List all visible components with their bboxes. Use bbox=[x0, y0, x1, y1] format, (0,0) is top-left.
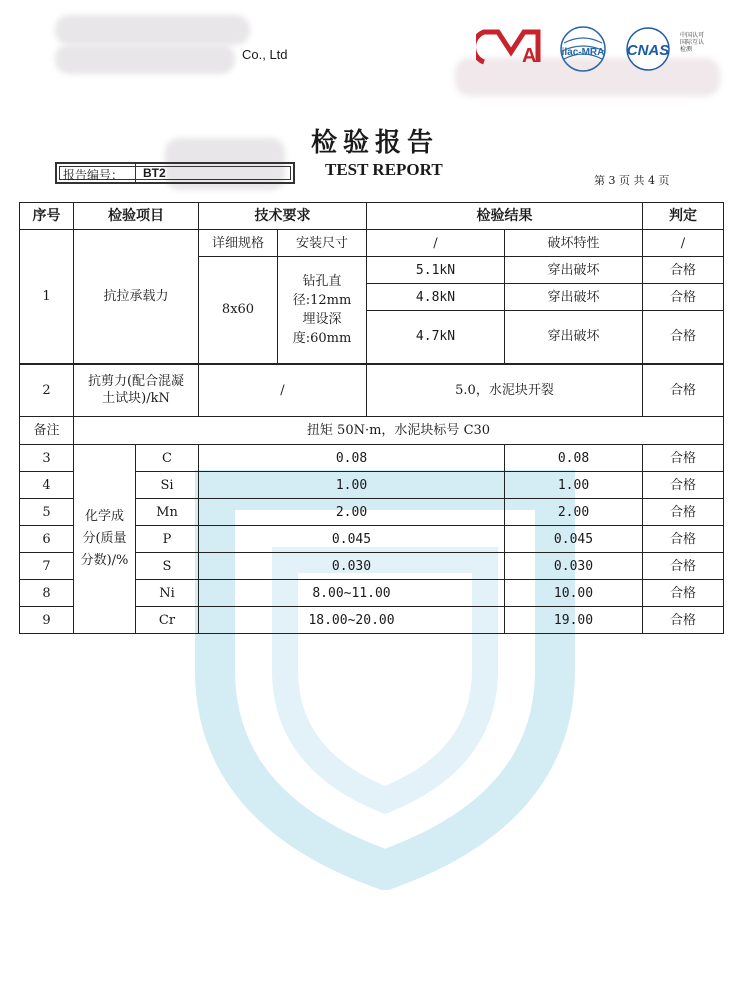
row1-seq: 1 bbox=[20, 230, 74, 364]
row1-sub-failure: 破坏特性 bbox=[505, 230, 643, 257]
header-requirement: 技术要求 bbox=[199, 203, 367, 230]
chem-element: Ni bbox=[136, 580, 199, 607]
report-title-en: TEST REPORT bbox=[325, 160, 443, 179]
chem-judge: 合格 bbox=[643, 445, 724, 472]
chem-seq: 4 bbox=[20, 472, 74, 499]
header-result: 检验结果 bbox=[367, 203, 643, 230]
row1-result-value: 4.8kN bbox=[367, 284, 505, 311]
row1-sub-judge: / bbox=[643, 230, 724, 257]
chem-requirement: 0.08 bbox=[199, 445, 505, 472]
chem-element: S bbox=[136, 553, 199, 580]
row1-result-judge: 合格 bbox=[643, 284, 724, 311]
row2-result: 5.0，水泥块开裂 bbox=[367, 364, 643, 417]
svg-text:A: A bbox=[522, 45, 537, 66]
chem-result: 1.00 bbox=[505, 472, 643, 499]
chem-judge: 合格 bbox=[643, 499, 724, 526]
cnas-caption-line: 国际互认 bbox=[680, 39, 705, 46]
remark-text: 扭矩 50N·m，水泥块标号 C30 bbox=[74, 417, 724, 445]
report-number-value: BT2 bbox=[143, 166, 166, 180]
row1-result-judge: 合格 bbox=[643, 257, 724, 284]
row1-result-failure: 穿出破坏 bbox=[505, 311, 643, 364]
row1-result-judge: 合格 bbox=[643, 311, 724, 364]
row1-spec: 8x60 bbox=[199, 257, 278, 364]
row2-seq: 2 bbox=[20, 364, 74, 417]
chem-element: P bbox=[136, 526, 199, 553]
svg-text:CNAS: CNAS bbox=[626, 42, 670, 59]
header-judge: 判定 bbox=[643, 203, 724, 230]
chem-requirement: 1.00 bbox=[199, 472, 505, 499]
chem-element: Si bbox=[136, 472, 199, 499]
chem-element: Cr bbox=[136, 607, 199, 634]
cnas-caption bbox=[680, 32, 716, 53]
chem-judge: 合格 bbox=[643, 472, 724, 499]
chem-seq: 9 bbox=[20, 607, 74, 634]
chem-seq: 3 bbox=[20, 445, 74, 472]
report-number-box bbox=[55, 162, 295, 184]
chem-result: 19.00 bbox=[505, 607, 643, 634]
company-suffix: Co., Ltd bbox=[242, 47, 288, 62]
chem-requirement: 8.00~11.00 bbox=[199, 580, 505, 607]
chem-requirement: 0.030 bbox=[199, 553, 505, 580]
cnas-logo bbox=[616, 27, 680, 71]
chem-judge: 合格 bbox=[643, 580, 724, 607]
cma-logo bbox=[476, 28, 546, 66]
row1-result-failure: 穿出破坏 bbox=[505, 257, 643, 284]
row2-item: 抗剪力(配合混凝土试块)/kN bbox=[74, 364, 199, 417]
row1-sub-install: 安装尺寸 bbox=[278, 230, 367, 257]
row1-sub-slash: / bbox=[367, 230, 505, 257]
cnas-caption-line: 检测 bbox=[680, 46, 693, 53]
chem-element: Mn bbox=[136, 499, 199, 526]
redacted-company-name-line2 bbox=[55, 44, 235, 74]
cnas-caption-line: 中国认可 bbox=[680, 32, 705, 39]
report-number-label: 报告编号： bbox=[63, 168, 124, 182]
row1-result-value: 4.7kN bbox=[367, 311, 505, 364]
chem-judge: 合格 bbox=[643, 607, 724, 634]
row2-judge: 合格 bbox=[643, 364, 724, 417]
chem-result: 0.045 bbox=[505, 526, 643, 553]
header-item: 检验项目 bbox=[74, 203, 199, 230]
page-info: 第 3 页 共 4 页 bbox=[594, 174, 670, 187]
row1-item: 抗拉承载力 bbox=[74, 230, 199, 364]
row1-sub-spec: 详细规格 bbox=[199, 230, 278, 257]
svg-text:ilac-MRA: ilac-MRA bbox=[561, 47, 605, 58]
redacted-company-name bbox=[55, 15, 250, 45]
row1-result-value: 5.1kN bbox=[367, 257, 505, 284]
row1-result-failure: 穿出破坏 bbox=[505, 284, 643, 311]
row2-requirement: / bbox=[199, 364, 367, 417]
chem-judge: 合格 bbox=[643, 553, 724, 580]
chem-result: 0.030 bbox=[505, 553, 643, 580]
chem-seq: 7 bbox=[20, 553, 74, 580]
chem-requirement: 0.045 bbox=[199, 526, 505, 553]
chem-item: 化学成分(质量分数)/% bbox=[74, 445, 136, 634]
chem-judge: 合格 bbox=[643, 526, 724, 553]
chem-seq: 5 bbox=[20, 499, 74, 526]
report-title-cn: 检验报告 bbox=[310, 128, 439, 158]
chem-seq: 8 bbox=[20, 580, 74, 607]
header-seq: 序号 bbox=[20, 203, 74, 230]
chem-result: 10.00 bbox=[505, 580, 643, 607]
remark-label: 备注 bbox=[20, 417, 74, 445]
chem-element: C bbox=[136, 445, 199, 472]
row1-install: 钻孔直径:12mm埋设深度:60mm bbox=[278, 257, 367, 364]
chem-result: 0.08 bbox=[505, 445, 643, 472]
chem-requirement: 18.00~20.00 bbox=[199, 607, 505, 634]
chem-seq: 6 bbox=[20, 526, 74, 553]
report-table bbox=[19, 202, 724, 634]
chem-result: 2.00 bbox=[505, 499, 643, 526]
chem-requirement: 2.00 bbox=[199, 499, 505, 526]
ilac-mra-logo bbox=[556, 25, 610, 73]
